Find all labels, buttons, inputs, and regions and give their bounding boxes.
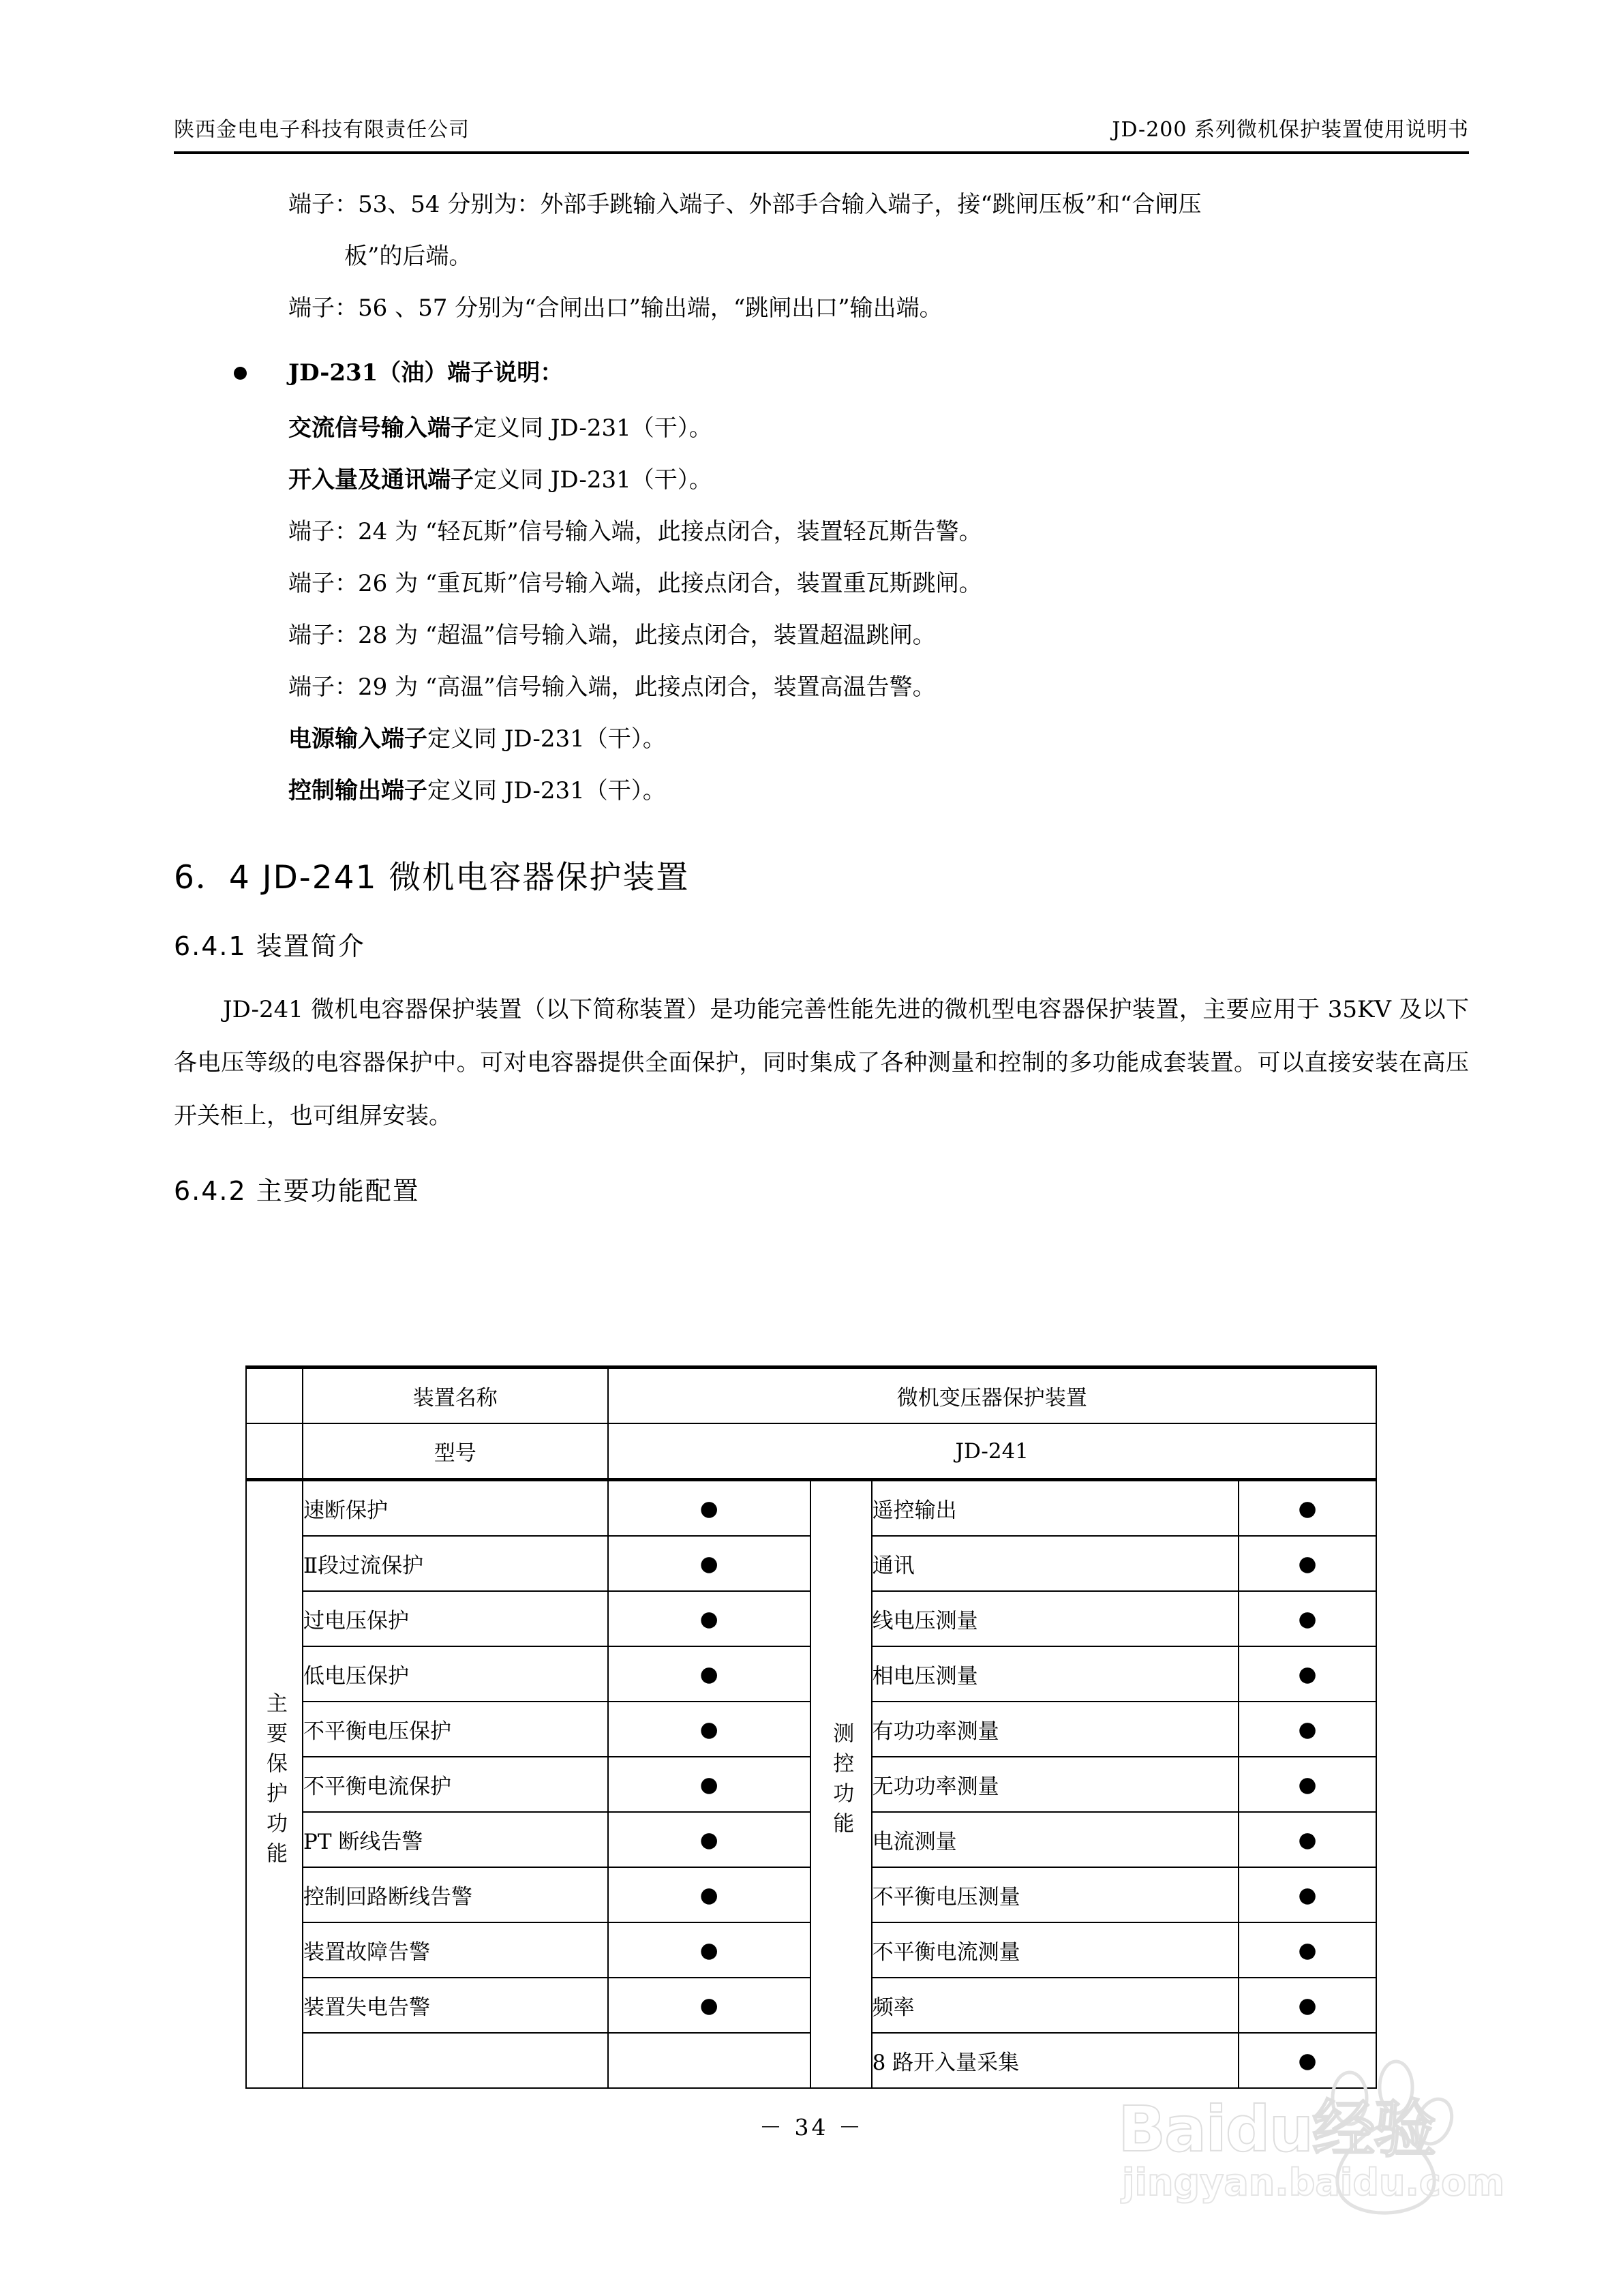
section-heading-6-4-1: 6.4.1 装置简介 <box>174 931 365 961</box>
table-cell-right-mark: ● <box>1239 1702 1376 1757</box>
paragraph-terminal-24: 端子：24 为 “轻瓦斯”信号输入端，此接点闭合，装置轻瓦斯告警。 <box>288 518 982 545</box>
paragraph-terminal-28: 端子：28 为 “超温”信号输入端，此接点闭合，装置超温跳闸。 <box>288 622 936 649</box>
page-content <box>174 179 1469 1207</box>
di-comm-terminals-rest: 定义同 JD-231（干）。 <box>474 466 712 494</box>
table-cell-right-label: 有功功率测量 <box>872 1702 1239 1757</box>
paragraph-ac-signal-terminals <box>174 402 1469 454</box>
paragraph-di-comm-terminals <box>174 454 1469 506</box>
watermark-url: jingyan.baidu.com <box>1122 2161 1505 2204</box>
table-cell-right-mark: ● <box>1239 2033 1376 2088</box>
paragraph-control-output-terminals <box>174 765 1469 817</box>
table-cell-right-group-label <box>810 1480 872 2089</box>
table-cell-left-label: PT 断线告警 <box>303 1812 608 1867</box>
table-cell-left-mark: ● <box>608 1702 810 1757</box>
table-cell-model-label: 型号 <box>303 1423 608 1480</box>
left-group-label-text: 主要保护功能 <box>262 1691 287 1872</box>
terminal-53-54-line1: 端子：53、54 分别为：外部手跳输入端子、外部手合输入端子，接“跳闸压板”和“合闸压 <box>288 191 1202 218</box>
table-cell-left-label: 装置故障告警 <box>303 1922 608 1978</box>
right-group-label-text: 测控功能 <box>829 1721 854 1842</box>
paragraph-terminal-26: 端子：26 为 “重瓦斯”信号输入端，此接点闭合，装置重瓦斯跳闸。 <box>288 570 982 597</box>
header-company-name: 陕西金电电子科技有限责任公司 <box>174 118 470 142</box>
table-cell-right-label: 频率 <box>872 1978 1239 2033</box>
table-cell-left-label: 低电压保护 <box>303 1646 608 1702</box>
table-cell-right-mark: ● <box>1239 1978 1376 2033</box>
power-input-terminals-label: 电源输入端子 <box>288 725 427 753</box>
table-cell-left-label <box>303 2033 608 2088</box>
paragraph-terminal-29: 端子：29 为 “高温”信号输入端，此接点闭合，装置高温告警。 <box>288 674 936 701</box>
di-comm-terminals-label: 开入量及通讯端子 <box>288 466 474 494</box>
table-cell-right-mark: ● <box>1239 1591 1376 1646</box>
bullet-jd231-terminal-note <box>174 344 1469 402</box>
table-cell-right-label: 遥控输出 <box>872 1480 1239 1537</box>
table-cell-left-mark: ● <box>608 1536 810 1591</box>
table-cell-left-mark: ● <box>608 1757 810 1812</box>
table-cell-right-label: 无功功率测量 <box>872 1757 1239 1812</box>
bullet-jd231-label: JD-231（油）端子说明： <box>288 359 564 387</box>
table-cell-right-mark: ● <box>1239 1922 1376 1978</box>
table-cell-right-label: 相电压测量 <box>872 1646 1239 1702</box>
table-cell-model-value: JD-241 <box>608 1423 1376 1480</box>
function-configuration-table-wrapper <box>245 1365 1377 2089</box>
table-cell-right-label: 通讯 <box>872 1536 1239 1591</box>
table-cell-left-mark: ● <box>608 1978 810 2033</box>
table-cell-left-mark: ● <box>608 1646 810 1702</box>
table-cell-left-label: 控制回路断线告警 <box>303 1867 608 1922</box>
power-input-terminals-rest: 定义同 JD-231（干）。 <box>427 725 666 753</box>
table-cell-left-label: 过电压保护 <box>303 1591 608 1646</box>
paragraph-device-introduction: JD-241 微机电容器保护装置（以下简称装置）是功能完善性能先进的微机型电容器保护装置，主要应用于 35KV 及以下各电压等级的电容器保护中。可对电容器提供全面保护，同时集成了各种测量和控制的多功能成套装置。可以直接安装在高压开关柜上，也可组屏安装。 <box>174 996 1469 1130</box>
table-cell-right-mark: ● <box>1239 1646 1376 1702</box>
table-cell-right-label: 8 路开入量采集 <box>872 2033 1239 2088</box>
table-cell-left-mark: ● <box>608 1867 810 1922</box>
function-configuration-table <box>245 1365 1377 2089</box>
table-cell-right-label: 线电压测量 <box>872 1591 1239 1646</box>
table-cell-left-mark: ● <box>608 1480 810 1537</box>
section-heading-6-4-2: 6.4.2 主要功能配置 <box>174 1176 420 1206</box>
spacer <box>174 334 1469 344</box>
table-cell-left-label: 装置失电告警 <box>303 1978 608 2033</box>
ac-signal-terminals-rest: 定义同 JD-231（干）。 <box>474 414 712 442</box>
terminal-53-54-line2: 板”的后端。 <box>344 243 472 270</box>
table-cell-right-label: 不平衡电流测量 <box>872 1922 1239 1978</box>
table-cell-left-label: 不平衡电压保护 <box>303 1702 608 1757</box>
bullet-dot-icon <box>234 367 247 380</box>
header-manual-title: JD-200 系列微机保护装置使用说明书 <box>1112 118 1469 142</box>
table-cell-right-label: 电流测量 <box>872 1812 1239 1867</box>
table-cell-right-mark: ● <box>1239 1480 1376 1537</box>
paragraph-power-input-terminals <box>174 713 1469 765</box>
control-output-terminals-label: 控制输出端子 <box>288 777 427 804</box>
running-header <box>174 112 1469 142</box>
table-row-model <box>246 1423 1376 1480</box>
control-output-terminals-rest: 定义同 JD-231（干）。 <box>427 777 666 804</box>
header-divider-rule <box>174 151 1469 154</box>
table-cell-left-mark <box>608 2033 810 2088</box>
watermark-brand: Baidu经验 <box>1118 2093 1436 2166</box>
table-cell-right-mark: ● <box>1239 1867 1376 1922</box>
table-cell-device-name-value: 微机变压器保护装置 <box>608 1368 1376 1424</box>
table-cell-device-name-label: 装置名称 <box>303 1368 608 1424</box>
table-cell-left-mark: ● <box>608 1591 810 1646</box>
ac-signal-terminals-label: 交流信号输入端子 <box>288 414 474 442</box>
table-cell-left-mark: ● <box>608 1922 810 1978</box>
table-cell-corner-blank <box>246 1368 303 1424</box>
table-row-device-name <box>246 1368 1376 1424</box>
section-heading-6-4: 6．4 JD-241 微机电容器保护装置 <box>174 859 690 896</box>
page-number: － 34 － <box>759 2114 864 2141</box>
table-cell-left-label: Ⅱ段过流保护 <box>303 1536 608 1591</box>
table-cell-left-label: 不平衡电流保护 <box>303 1757 608 1812</box>
table-cell-right-mark: ● <box>1239 1812 1376 1867</box>
table-row <box>246 1480 1376 1537</box>
paragraph-terminal-56-57: 端子：56 、57 分别为“合闸出口”输出端，“跳闸出口”输出端。 <box>288 294 943 322</box>
table-cell-right-mark: ● <box>1239 1757 1376 1812</box>
table-cell-left-group-label <box>246 1480 303 2089</box>
table-cell-left-label: 速断保护 <box>303 1480 608 1537</box>
table-cell-corner-blank-2 <box>246 1423 303 1480</box>
paragraph-terminal-53-54 <box>174 179 1469 282</box>
table-cell-left-mark: ● <box>608 1812 810 1867</box>
table-cell-right-mark: ● <box>1239 1536 1376 1591</box>
table-cell-right-label: 不平衡电压测量 <box>872 1867 1239 1922</box>
